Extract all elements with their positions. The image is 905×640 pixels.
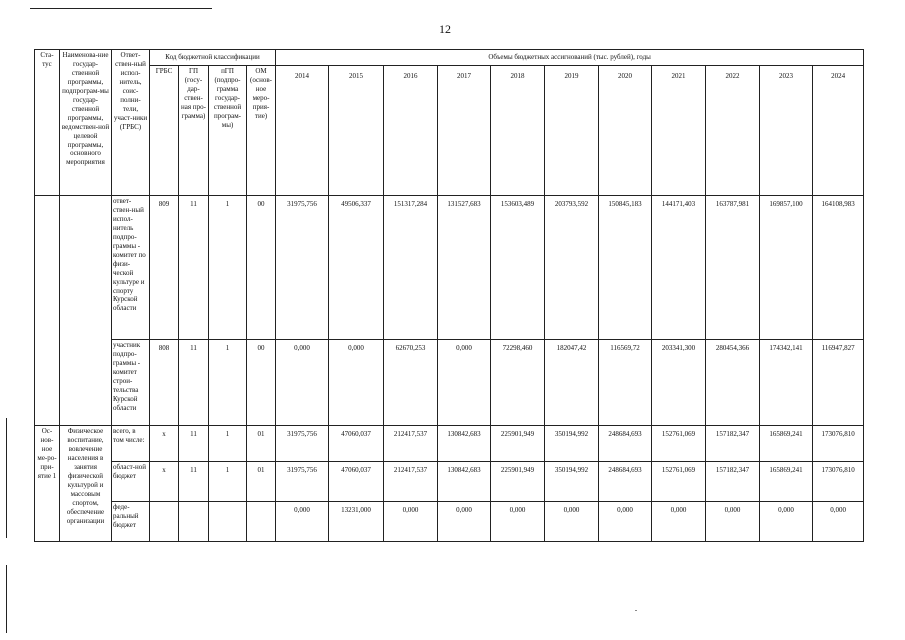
- code-grbs: 809: [150, 196, 179, 340]
- value-2020: 150845,183: [599, 196, 652, 340]
- code-om: [247, 502, 276, 542]
- header-year-2019: 2019: [545, 66, 599, 196]
- code-gp: 11: [179, 426, 209, 462]
- header-row-2: [35, 66, 864, 196]
- value-2023: 174342,141: [760, 340, 813, 426]
- table-row: [35, 196, 864, 340]
- header-status: Ста-тус: [35, 50, 60, 196]
- value-2020: 248684,693: [599, 426, 652, 462]
- header-year-2020: 2020: [599, 66, 652, 196]
- header-name: Наименова-ние государ-ственной программы, подпрограм-мы государ-ственной программы, ведомствен-ной целевой программы, основного мероприятия: [60, 50, 112, 196]
- value-2020: 116569,72: [599, 340, 652, 426]
- table-row: [35, 340, 864, 426]
- value-2023: 0,000: [760, 502, 813, 542]
- value-2015: 47060,037: [329, 426, 384, 462]
- row-responsible: област-ной бюджет: [112, 462, 150, 502]
- margin-bar-lower: [6, 565, 7, 633]
- value-2016: 62670,253: [384, 340, 438, 426]
- header-year-2022: 2022: [706, 66, 760, 196]
- row-responsible: участник подпро-граммы - комитет строи-тельства Курской области: [112, 340, 150, 426]
- value-2016: 212417,537: [384, 462, 438, 502]
- header-row-1: [35, 50, 864, 66]
- header-code-grbs: ГРБС: [150, 66, 179, 196]
- value-2014: 0,000: [276, 502, 329, 542]
- row-name: Физическое воспитание, вовлечение населения в занятия физической культурой и массовым спортом, обеспечение организации: [60, 426, 112, 542]
- value-2014: 0,000: [276, 340, 329, 426]
- value-2022: 280454,366: [706, 340, 760, 426]
- value-2015: 13231,000: [329, 502, 384, 542]
- value-2017: 130842,683: [438, 426, 491, 462]
- value-2024: 164108,983: [813, 196, 864, 340]
- table-row: [35, 502, 864, 542]
- header-code-om: ОМ (основ-ное меро-прия-тие): [247, 66, 276, 196]
- header-year-2014: 2014: [276, 66, 329, 196]
- value-2015: 47060,037: [329, 462, 384, 502]
- code-grbs: х: [150, 462, 179, 502]
- code-om: 00: [247, 196, 276, 340]
- value-2018: 225901,949: [491, 462, 545, 502]
- value-2019: 0,000: [545, 502, 599, 542]
- header-responsible: Ответ-ствен-ный испол-нитель, соис-полни-тели, участ-ники (ГРБС): [112, 50, 150, 196]
- value-2020: 0,000: [599, 502, 652, 542]
- scan-speck: [635, 610, 637, 611]
- header-code-gp: ГП (госу-дар-ствен-ная про-грамма): [179, 66, 209, 196]
- header-year-2016: 2016: [384, 66, 438, 196]
- code-pgp: 1: [209, 340, 247, 426]
- value-2019: 203793,592: [545, 196, 599, 340]
- header-year-2017: 2017: [438, 66, 491, 196]
- header-year-2018: 2018: [491, 66, 545, 196]
- code-grbs: х: [150, 426, 179, 462]
- table-row: [35, 426, 864, 462]
- value-2018: 153603,489: [491, 196, 545, 340]
- value-2021: 144171,403: [652, 196, 706, 340]
- row-responsible: феде-ральный бюджет: [112, 502, 150, 542]
- value-2014: 31975,756: [276, 196, 329, 340]
- code-om: 01: [247, 462, 276, 502]
- code-pgp: [209, 502, 247, 542]
- code-gp: 11: [179, 340, 209, 426]
- code-pgp: 1: [209, 462, 247, 502]
- value-2022: 0,000: [706, 502, 760, 542]
- value-2015: 49506,337: [329, 196, 384, 340]
- table-row: [35, 462, 864, 502]
- value-2023: 169857,100: [760, 196, 813, 340]
- value-2024: 173076,810: [813, 426, 864, 462]
- value-2021: 152761,069: [652, 462, 706, 502]
- value-2017: 0,000: [438, 502, 491, 542]
- value-2017: 130842,683: [438, 462, 491, 502]
- value-2021: 0,000: [652, 502, 706, 542]
- value-2022: 157182,347: [706, 462, 760, 502]
- page-number: 12: [439, 22, 451, 36]
- header-volumes: Объемы бюджетных ассигнований (тыс. рублей), годы: [276, 50, 864, 66]
- code-pgp: 1: [209, 426, 247, 462]
- value-2020: 248684,693: [599, 462, 652, 502]
- value-2022: 163787,981: [706, 196, 760, 340]
- row-status: Ос-нов-ное ме-ро-при-ятие 1: [35, 426, 60, 542]
- margin-bar-upper: [6, 418, 7, 538]
- value-2015: 0,000: [329, 340, 384, 426]
- code-gp: 11: [179, 462, 209, 502]
- value-2022: 157182,347: [706, 426, 760, 462]
- value-2024: 173076,810: [813, 462, 864, 502]
- code-pgp: 1: [209, 196, 247, 340]
- row-responsible: ответ-ствен-ный испол-нитель подпро-граммы - комитет по физи-ческой культуре и спорту Курской области: [112, 196, 150, 340]
- value-2014: 31975,756: [276, 462, 329, 502]
- code-gp: [179, 502, 209, 542]
- value-2023: 165869,241: [760, 462, 813, 502]
- value-2019: 350194,992: [545, 462, 599, 502]
- header-year-2023: 2023: [760, 66, 813, 196]
- value-2017: 131527,683: [438, 196, 491, 340]
- value-2019: 350194,992: [545, 426, 599, 462]
- value-2021: 152761,069: [652, 426, 706, 462]
- value-2023: 165869,241: [760, 426, 813, 462]
- row-name: [60, 196, 112, 426]
- header-budget-code: Код бюджетной классификации: [150, 50, 276, 66]
- top-rule: [30, 8, 212, 9]
- value-2018: 0,000: [491, 502, 545, 542]
- code-gp: 11: [179, 196, 209, 340]
- row-status: [35, 196, 60, 426]
- value-2014: 31975,756: [276, 426, 329, 462]
- value-2018: 72298,460: [491, 340, 545, 426]
- value-2024: 116947,827: [813, 340, 864, 426]
- header-year-2015: 2015: [329, 66, 384, 196]
- value-2021: 203341,300: [652, 340, 706, 426]
- value-2016: 0,000: [384, 502, 438, 542]
- header-year-2024: 2024: [813, 66, 864, 196]
- code-grbs: 808: [150, 340, 179, 426]
- value-2019: 182047,42: [545, 340, 599, 426]
- header-year-2021: 2021: [652, 66, 706, 196]
- code-grbs: [150, 502, 179, 542]
- value-2018: 225901,949: [491, 426, 545, 462]
- header-code-pgp: пГП (подпро-грамма государ-ственной програм-мы): [209, 66, 247, 196]
- value-2024: 0,000: [813, 502, 864, 542]
- code-om: 01: [247, 426, 276, 462]
- row-responsible: всего, в том числе:: [112, 426, 150, 462]
- value-2016: 212417,537: [384, 426, 438, 462]
- budget-table: [34, 49, 864, 542]
- value-2016: 151317,284: [384, 196, 438, 340]
- code-om: 00: [247, 340, 276, 426]
- value-2017: 0,000: [438, 340, 491, 426]
